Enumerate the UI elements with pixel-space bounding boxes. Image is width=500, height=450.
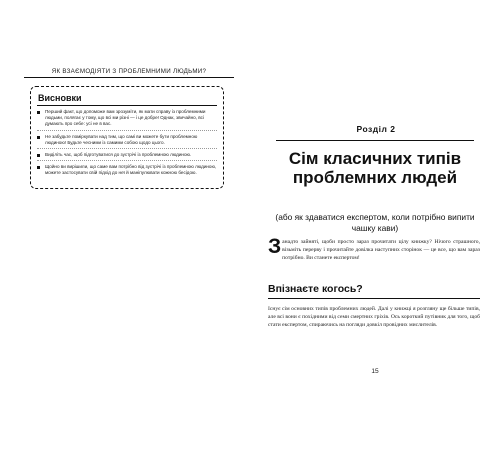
summary-item-text: Виділіть час, щоб підготуватися до зустрічі із проблемною людиною. [45, 152, 192, 158]
summary-box [30, 86, 224, 189]
chapter-divider [276, 140, 474, 141]
chapter-subtitle: (або як здаватися експертом, коли потрібно випити чашку кави) [275, 212, 475, 233]
summary-list-item [37, 134, 217, 149]
summary-list-item [37, 164, 217, 178]
summary-box-divider [37, 105, 217, 106]
page-number: 15 [371, 368, 379, 375]
square-bullet-icon [37, 154, 40, 157]
intro-text: анадто зайняті, щоби просто зараз прочитати цілу книжку? Нічого страшного, візьміть перерву і прочитайте довілка наступних сторінок — це все, що вам зараз потрібно. Ви станете експертом! [282, 239, 480, 262]
header-divider [24, 77, 234, 78]
chapter-label: Розділ 2 [356, 124, 396, 134]
summary-item-text: Щойно ви вирішили, що саме вам потрібно від зустрічі із проблемною людиною, можете застосувати свій підхід до неї й маніпулювати кожною бесідою. [45, 164, 217, 176]
section-divider [268, 298, 480, 299]
section-paragraph: Існує сім основних типів проблемних людей. Далі у книжці я розгляну ще більше типів, але всі вони є похідними від семи смертних гріхів. Ось короткий путівник для того, щоб стати експертом, спираючись на погляди довкіл провідних мислителів. [268, 306, 480, 329]
summary-item-text: Не забудьте поміркувати над тим, що самі ви можете бути проблемною людиною! Будьте чесними із самими собою щодо цього. [45, 133, 198, 145]
chapter-title: Сім класичних типів проблемних людей [288, 149, 462, 187]
right-page [250, 0, 500, 450]
running-header: ЯК ВЗАЄМОДІЯТИ З ПРОБЛЕМНИМИ ЛЮДЬМИ? [51, 68, 207, 75]
summary-list-item [37, 109, 217, 131]
section-heading: Впізнаєте когось? [268, 283, 363, 295]
square-bullet-icon [37, 166, 40, 169]
intro-paragraph [268, 235, 480, 263]
summary-list-item [37, 152, 217, 161]
square-bullet-icon [37, 136, 40, 139]
summary-item-text: Перший факт, що допоможе вам зрозуміти, як мати справу із проблемними людьми, полягає у тому, що всі ми різні — і це добре! Однак, звичайно, всі думають про себе: усі не в вас. [45, 109, 206, 127]
drop-cap: З [268, 235, 282, 258]
summary-box-title: Висновки [38, 93, 82, 103]
summary-list [37, 109, 217, 182]
square-bullet-icon [37, 111, 40, 114]
